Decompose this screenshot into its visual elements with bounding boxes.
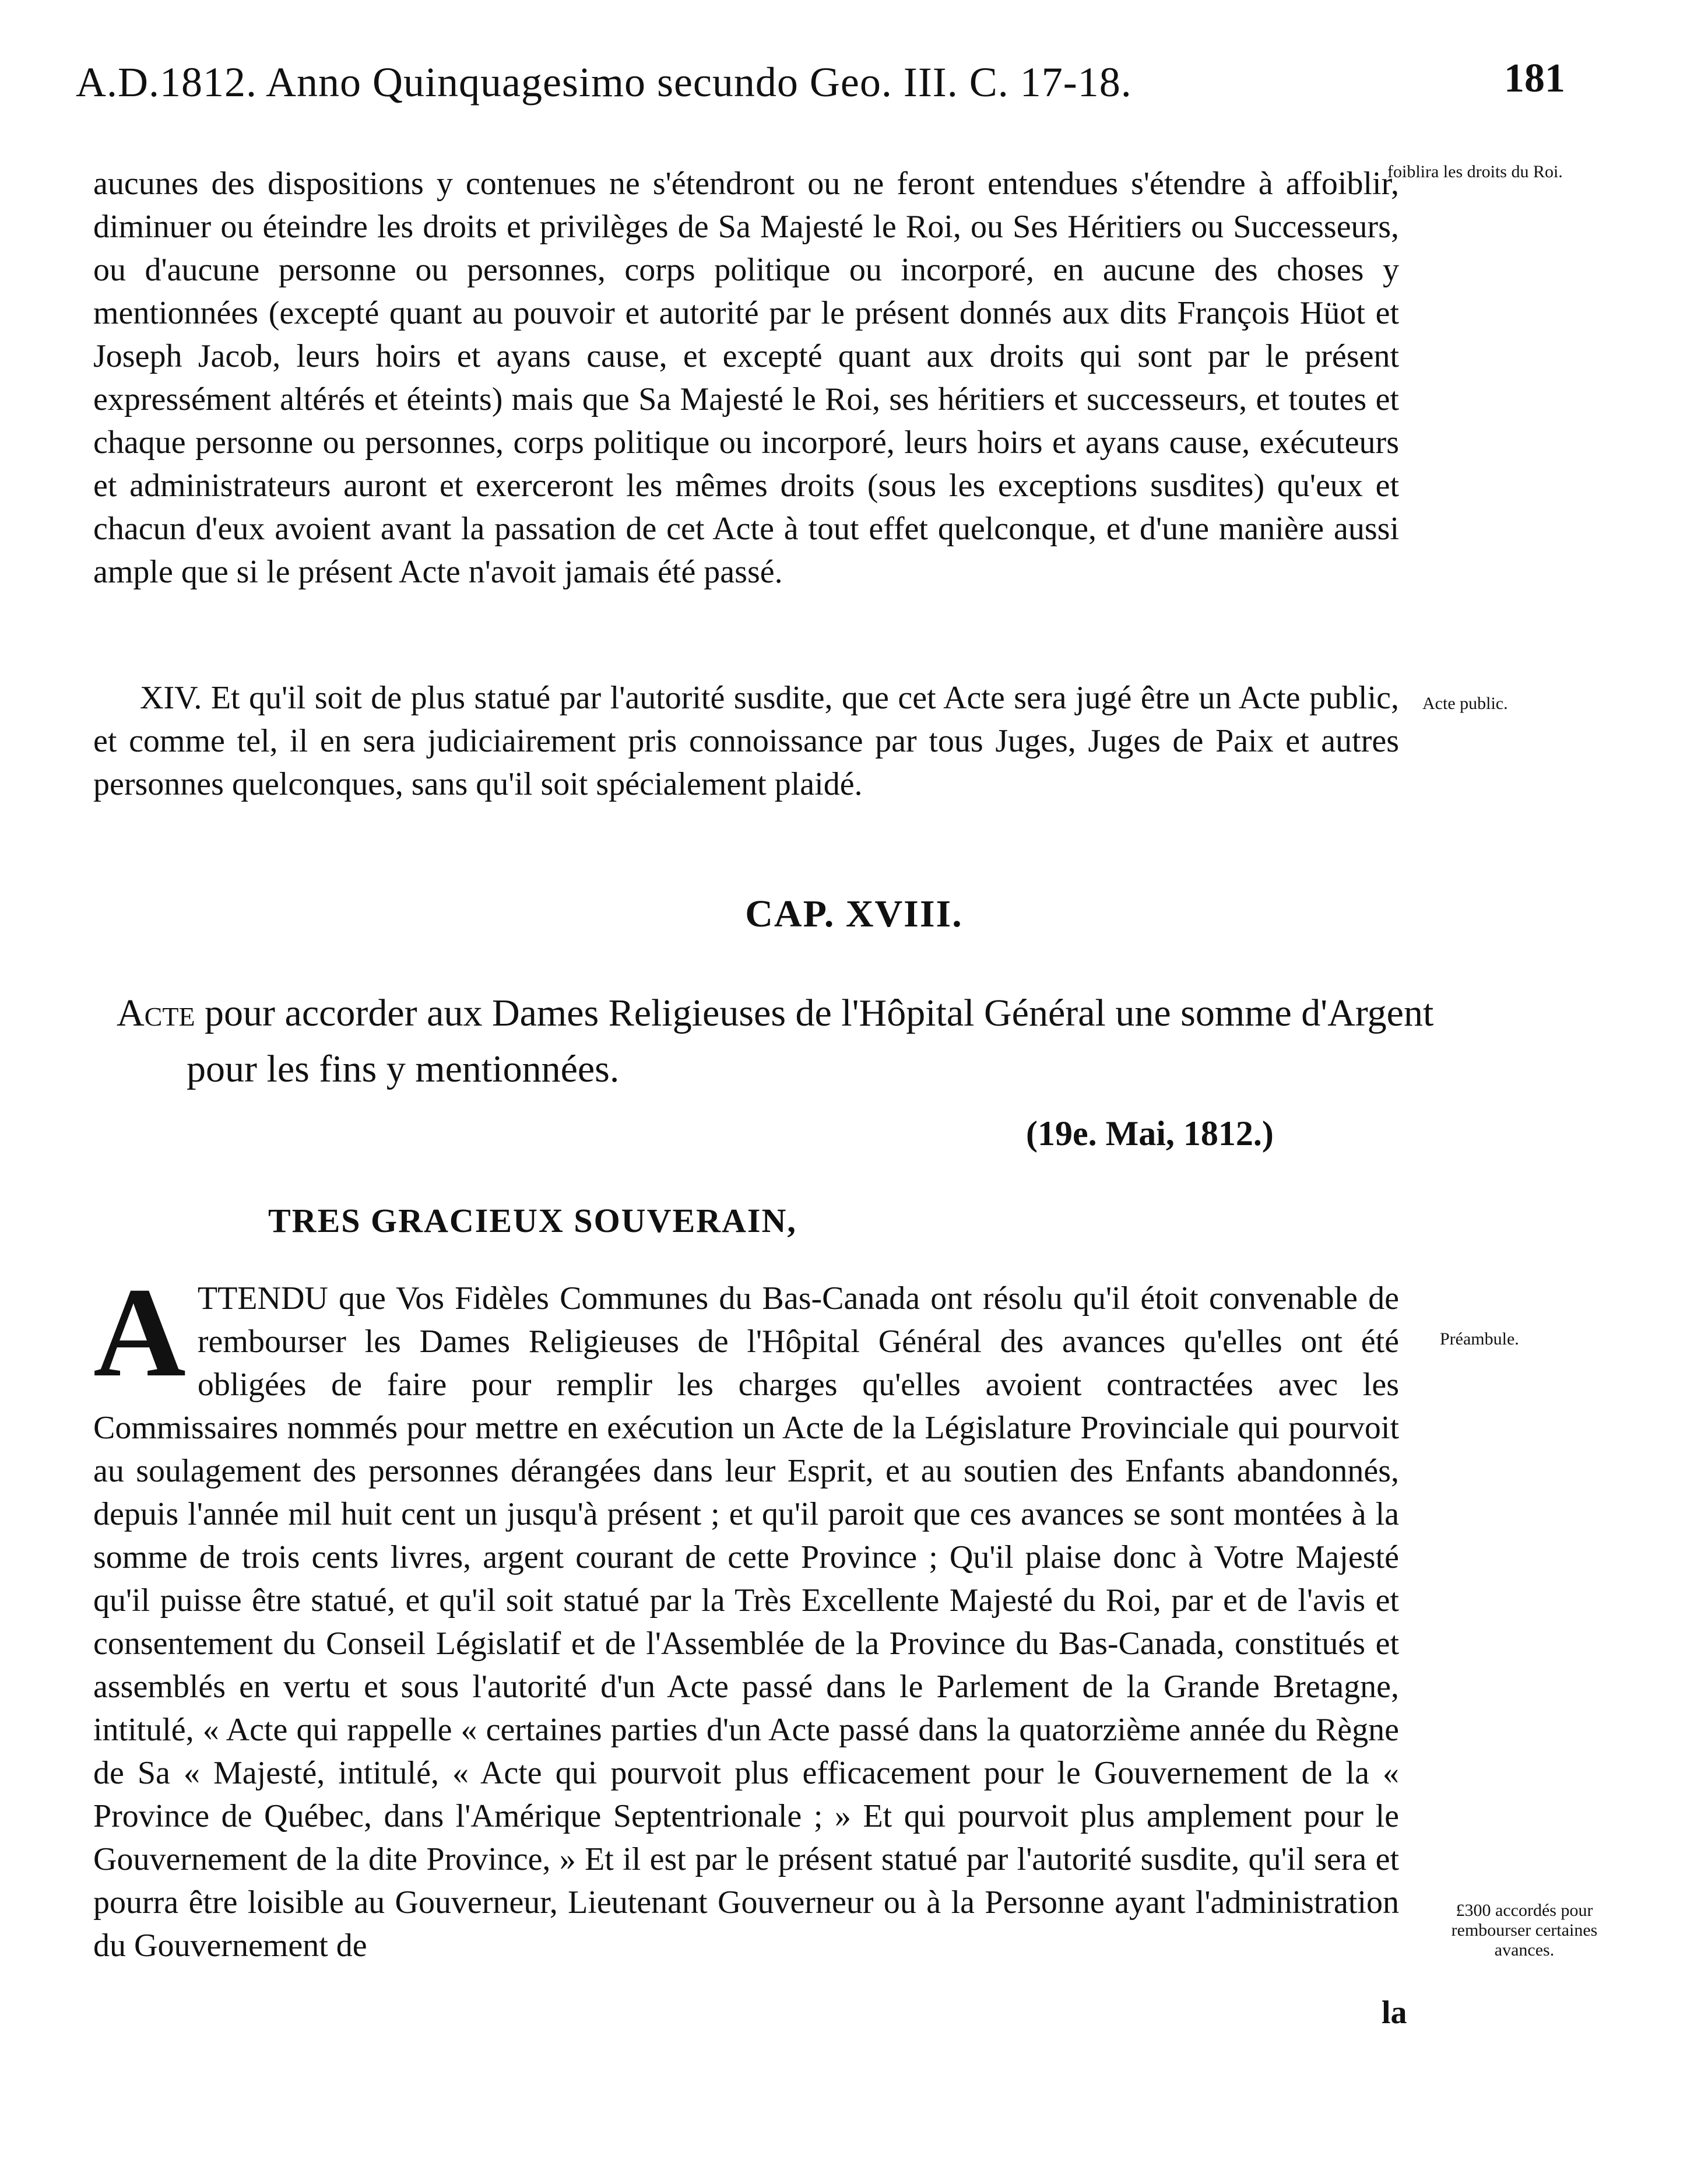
page-number: 181 — [1504, 56, 1565, 101]
act-title-first-word: Acte — [117, 992, 195, 1034]
drop-cap: A — [93, 1261, 186, 1403]
act-title-rest: pour accorder aux Dames Religieuses de l'Hôpital Général une somme d'Argent pour les fins y mentionnées. — [187, 992, 1434, 1090]
running-head: A.D.1812. Anno Quinquagesimo secundo Geo. III. C. 17-18. — [76, 59, 1132, 106]
salutation: TRES GRACIEUX SOUVERAIN, — [268, 1202, 797, 1240]
sidenote-acte-public: Acte public. — [1422, 694, 1508, 713]
act-title — [117, 985, 1469, 1097]
act-date: (19e. Mai, 1812.) — [1026, 1114, 1274, 1153]
continued-paragraph — [93, 162, 1399, 594]
continued-paragraph-text: aucunes des dispositions y contenues ne s'étendront ou ne feront entendues s'étendre à affoiblir, diminuer ou éteindre les droits et privilèges de Sa Majesté le Roi, ou Ses Héritiers ou Successeurs, ou d'aucune personne ou personnes, corps politique ou incorporé, en aucune des choses y mentionnées (excepté quant au pouvoir et autorité par le présent donnés aux dits François Hüot et Joseph Jacob, leurs hoirs et ayans cause, et excepté quant aux droits qui sont par le présent expressément altérés et éteints) mais que Sa Majesté le Roi, ses héritiers et successeurs, et toutes et chaque personne ou personnes, corps politique ou incorporé, leurs hoirs et ayans cause, exécuteurs et administrateurs auront et exerceront les mêmes droits (sous les exceptions susdites) qu'eux et chacun d'eux avoient avant la passation de cet Acte à tout effet quelconque, et d'une manière aussi ample que si le présent Acte n'avoit jamais été passé. — [93, 166, 1399, 590]
section-xiv-text: XIV. Et qu'il soit de plus statué par l'autorité susdite, que cet Acte sera jugé être un Acte public, et comme tel, il en sera judiciairement pris connoissance par tous Juges, Juges de Paix et autres personnes quelconques, sans qu'il soit spécialement plaidé. — [93, 680, 1399, 802]
sidenote-droits: foiblira les droits du Roi. — [1387, 162, 1563, 181]
preamble — [93, 1261, 1399, 1967]
sidenote-preambule: Préambule. — [1440, 1329, 1519, 1349]
chapter-heading: CAP. XVIII. — [745, 893, 963, 935]
sidenote-grant: £300 accordés pour rembourser certaines avances. — [1451, 1901, 1598, 1960]
preamble-text: TTENDU que Vos Fidèles Communes du Bas-Canada ont résolu qu'il étoit convenable de rembourser les Dames Religieuses de l'Hôpital Général des avances qu'elles ont été obligées de faire pour remplir les charges qu'elles avoient contractées avec les Commissaires nommés pour mettre en exécution un Acte de la Législature Provinciale qui pourvoit au soulagement des personnes dérangées dans leur Esprit, et au soutien des Enfants abandonnés, depuis l'année mil huit cent un jusqu'à présent ; et qu'il paroit que ces avances se sont montées à la somme de trois cents livres, argent courant de cette Province ; Qu'il plaise donc à Votre Majesté qu'il puisse être statué, et qu'il soit statué par la Très Excellente Majesté du Roi, par et de l'avis et consentement du Conseil Législatif et de l'Assemblée de la Province du Bas-Canada, constitués et assemblés en vertu et sous l'autorité d'un Acte passé dans le Parlement de la Grande Bretagne, intitulé, « Acte qui rappelle « certaines parties d'un Acte passé dans la quatorzième année du Règne de Sa « Majesté, intitulé, « Acte qui pourvoit plus efficacement pour le Gouvernement de la « Province de Québec, dans l'Amérique Septentrionale ; » Et qui pourvoit plus amplement pour le Gouvernement de la dite Province, » Et il est par le présent statué par l'autorité susdite, qu'il sera et pourra être loisible au Gouverneur, Lieutenant Gouverneur ou à la Personne ayant l'administration du Gouvernement de — [93, 1280, 1399, 1964]
catchword: la — [1382, 1995, 1407, 2031]
section-xiv — [93, 676, 1399, 806]
